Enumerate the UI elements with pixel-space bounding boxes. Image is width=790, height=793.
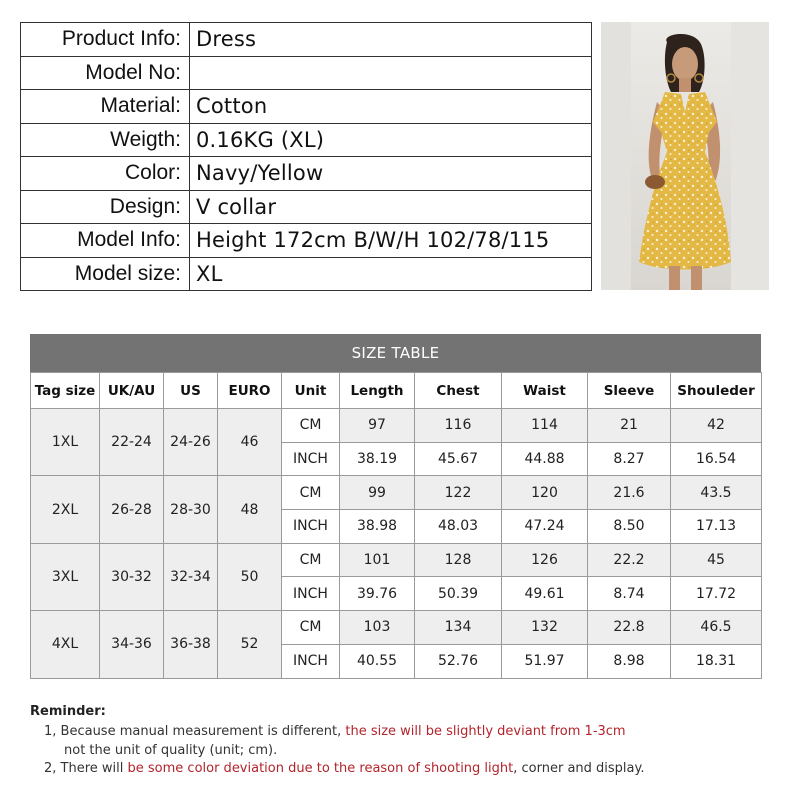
- size-cell-tag: 4XL: [31, 611, 100, 678]
- product-info-label: Model Info:: [21, 224, 190, 258]
- size-cell-sleeve: 8.98: [588, 644, 671, 678]
- size-cell-tag: 1XL: [31, 409, 100, 476]
- size-cell-chest: 52.76: [415, 644, 502, 678]
- size-table-header-cell: Chest: [415, 373, 502, 409]
- size-cell-waist: 114: [502, 409, 588, 443]
- size-cell-euro: 50: [218, 543, 282, 610]
- size-cell-unit: INCH: [282, 442, 340, 476]
- size-cell-unit: INCH: [282, 510, 340, 544]
- size-table-header-cell: UK/AU: [100, 373, 164, 409]
- product-info-label: Weigth:: [21, 123, 190, 157]
- size-table-row: [31, 476, 762, 510]
- size-cell-sleeve: 8.74: [588, 577, 671, 611]
- product-info-row: [21, 257, 592, 291]
- size-cell-shoulder: 43.5: [671, 476, 762, 510]
- reminder-line-2: [30, 760, 770, 779]
- reminder-line-1-continued: not the unit of quality (unit; cm).: [64, 742, 278, 758]
- size-cell-shoulder: 46.5: [671, 611, 762, 645]
- size-cell-chest: 122: [415, 476, 502, 510]
- size-cell-sleeve: 22.2: [588, 543, 671, 577]
- product-info-value: XL: [190, 257, 592, 291]
- reminder-line-1-prefix: 1, Because manual measurement is different,: [44, 724, 346, 739]
- product-info-body: [21, 23, 592, 291]
- size-cell-waist: 44.88: [502, 442, 588, 476]
- product-info-value: Cotton: [190, 90, 592, 124]
- product-info-label: Material:: [21, 90, 190, 124]
- product-info-label: Color:: [21, 157, 190, 191]
- size-cell-sleeve: 21.6: [588, 476, 671, 510]
- product-info-label: Product Info:: [21, 23, 190, 57]
- size-cell-length: 40.55: [340, 644, 415, 678]
- size-cell-us: 28-30: [164, 476, 218, 543]
- size-table-title: SIZE TABLE: [30, 334, 761, 372]
- size-cell-unit: CM: [282, 611, 340, 645]
- product-info-row: [21, 190, 592, 224]
- product-info-row: [21, 56, 592, 90]
- size-cell-chest: 116: [415, 409, 502, 443]
- size-cell-length: 38.98: [340, 510, 415, 544]
- size-cell-chest: 48.03: [415, 510, 502, 544]
- size-cell-uk: 26-28: [100, 476, 164, 543]
- reminder-line-2-prefix: 2, There will: [44, 761, 128, 776]
- size-cell-shoulder: 45: [671, 543, 762, 577]
- product-info-row: [21, 157, 592, 191]
- size-table-header-cell: Waist: [502, 373, 588, 409]
- size-cell-uk: 30-32: [100, 543, 164, 610]
- size-cell-unit: INCH: [282, 577, 340, 611]
- size-cell-unit: CM: [282, 476, 340, 510]
- product-info-row: [21, 224, 592, 258]
- product-info-value: Navy/Yellow: [190, 157, 592, 191]
- size-table-row: [31, 543, 762, 577]
- size-cell-unit: CM: [282, 409, 340, 443]
- product-info-value: 0.16KG (XL): [190, 123, 592, 157]
- size-table-section: [30, 334, 761, 679]
- product-info-row: [21, 90, 592, 124]
- size-table-row: [31, 409, 762, 443]
- size-cell-chest: 128: [415, 543, 502, 577]
- reminder-title: Reminder:: [30, 704, 106, 719]
- size-cell-euro: 48: [218, 476, 282, 543]
- size-cell-sleeve: 8.50: [588, 510, 671, 544]
- model-photo: [601, 22, 769, 290]
- size-cell-length: 39.76: [340, 577, 415, 611]
- size-cell-euro: 52: [218, 611, 282, 678]
- reminder-line-1: [30, 723, 770, 742]
- size-cell-chest: 50.39: [415, 577, 502, 611]
- product-info-label: Design:: [21, 190, 190, 224]
- size-cell-us: 24-26: [164, 409, 218, 476]
- product-info-label: Model size:: [21, 257, 190, 291]
- size-cell-chest: 45.67: [415, 442, 502, 476]
- size-table-body: [31, 409, 762, 679]
- reminder-line-1-highlight: the size will be slightly deviant from 1-3cm: [345, 724, 626, 739]
- size-cell-waist: 47.24: [502, 510, 588, 544]
- size-table-header-cell: EURO: [218, 373, 282, 409]
- size-cell-waist: 120: [502, 476, 588, 510]
- size-cell-chest: 134: [415, 611, 502, 645]
- size-cell-length: 103: [340, 611, 415, 645]
- size-cell-tag: 2XL: [31, 476, 100, 543]
- product-info-value: Dress: [190, 23, 592, 57]
- size-cell-shoulder: 17.72: [671, 577, 762, 611]
- size-cell-sleeve: 8.27: [588, 442, 671, 476]
- size-table-header-cell: US: [164, 373, 218, 409]
- size-cell-length: 97: [340, 409, 415, 443]
- product-info-row: [21, 23, 592, 57]
- size-cell-us: 36-38: [164, 611, 218, 678]
- product-info-value: V collar: [190, 190, 592, 224]
- size-cell-waist: 132: [502, 611, 588, 645]
- size-cell-us: 32-34: [164, 543, 218, 610]
- size-cell-shoulder: 17.13: [671, 510, 762, 544]
- size-cell-unit: CM: [282, 543, 340, 577]
- size-table-row: [31, 611, 762, 645]
- size-cell-shoulder: 18.31: [671, 644, 762, 678]
- product-info-value: [190, 56, 592, 90]
- size-cell-shoulder: 42: [671, 409, 762, 443]
- product-info-row: [21, 123, 592, 157]
- size-cell-sleeve: 21: [588, 409, 671, 443]
- product-info-value: Height 172cm B/W/H 102/78/115: [190, 224, 592, 258]
- size-table-header-cell: Length: [340, 373, 415, 409]
- size-cell-unit: INCH: [282, 644, 340, 678]
- size-cell-sleeve: 22.8: [588, 611, 671, 645]
- reminder-section: [30, 704, 770, 779]
- product-info-label: Model No:: [21, 56, 190, 90]
- size-cell-tag: 3XL: [31, 543, 100, 610]
- size-cell-uk: 34-36: [100, 611, 164, 678]
- size-cell-length: 99: [340, 476, 415, 510]
- size-table: [30, 372, 762, 679]
- model-in-yellow-dress-image: [601, 22, 769, 290]
- size-cell-waist: 126: [502, 543, 588, 577]
- size-cell-length: 101: [340, 543, 415, 577]
- size-cell-length: 38.19: [340, 442, 415, 476]
- size-table-header-row: [31, 373, 762, 409]
- size-table-header-cell: Unit: [282, 373, 340, 409]
- size-cell-waist: 49.61: [502, 577, 588, 611]
- product-info-table: [20, 22, 592, 291]
- size-table-header-cell: Shouleder: [671, 373, 762, 409]
- size-cell-uk: 22-24: [100, 409, 164, 476]
- size-cell-shoulder: 16.54: [671, 442, 762, 476]
- size-cell-waist: 51.97: [502, 644, 588, 678]
- reminder-line-2-highlight: be some color deviation due to the reason of shooting light: [127, 761, 514, 776]
- reminder-line-2-suffix: , corner and display.: [513, 761, 645, 776]
- size-table-header-cell: Tag size: [31, 373, 100, 409]
- size-table-header-cell: Sleeve: [588, 373, 671, 409]
- size-cell-euro: 46: [218, 409, 282, 476]
